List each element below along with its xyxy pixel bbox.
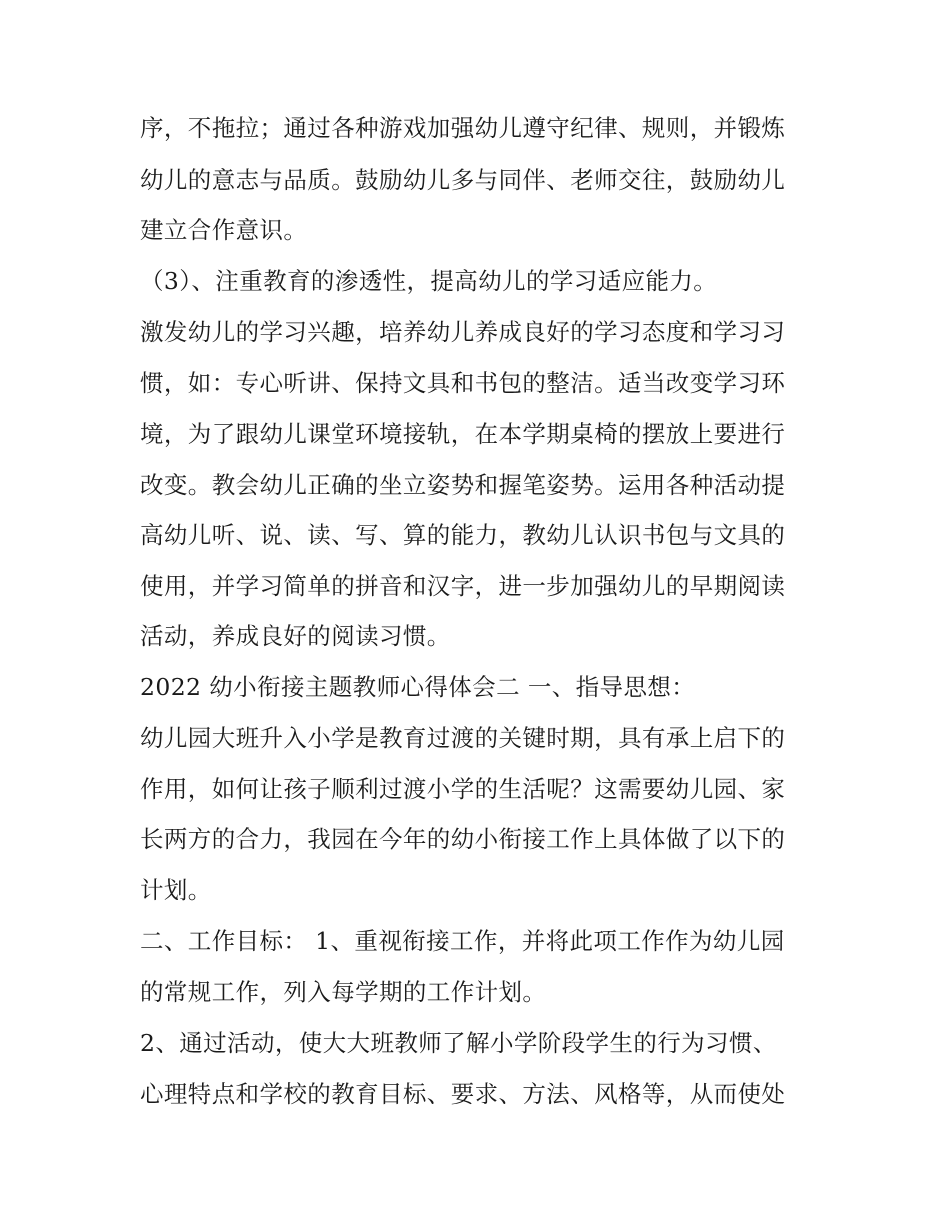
- text-line: 使用，并学习简单的拼音和汉字，进一步加强幼儿的早期阅读: [140, 572, 786, 600]
- text-line: 长两方的合力，我园在今年的幼小衔接工作上具体做了以下的: [140, 825, 786, 853]
- text-line: 境，为了跟幼儿课堂环境接轨，在本学期桌椅的摆放上要进行: [140, 420, 786, 448]
- text-line: 建立合作意识。: [140, 216, 308, 244]
- text-line: 惯，如：专心听讲、保持文具和书包的整洁。适当改变学习环: [140, 369, 786, 397]
- text-line: 序，不拖拉；通过各种游戏加强幼儿遵守纪律、规则，并锻炼: [140, 114, 786, 142]
- text-line: 改变。教会幼儿正确的坐立姿势和握笔姿势。运用各种活动提: [140, 471, 786, 499]
- text-line: 幼儿的意志与品质。鼓励幼儿多与同伴、老师交往，鼓励幼儿: [140, 166, 786, 194]
- text-line: 2、通过活动，使大大班教师了解小学阶段学生的行为习惯、: [140, 1029, 777, 1057]
- text-line: 心理特点和学校的教育目标、要求、方法、风格等，从而使处: [140, 1080, 786, 1108]
- section-heading: （3）、注重教育的渗透性，提高幼儿的学习适应能力。: [140, 267, 718, 295]
- text-line: 活动，养成良好的阅读习惯。: [140, 622, 451, 650]
- section-heading: 2022 幼小衔接主题教师心得体会二 一、指导思想：: [140, 673, 696, 701]
- text-line: 作用，如何让孩子顺利过渡小学的生活呢？这需要幼儿园、家: [140, 775, 786, 803]
- text-line: 激发幼儿的学习兴趣，培养幼儿养成良好的学习态度和学习习: [140, 318, 786, 346]
- text-line: 计划。: [140, 876, 212, 904]
- section-heading: 二、工作目标： 1、重视衔接工作，并将此项工作作为幼儿园: [140, 927, 785, 955]
- text-line: 高幼儿听、说、读、写、算的能力，教幼儿认识书包与文具的: [140, 521, 786, 549]
- text-line: 的常规工作，列入每学期的工作计划。: [140, 978, 547, 1006]
- text-line: 幼儿园大班升入小学是教育过渡的关键时期，具有承上启下的: [140, 724, 786, 752]
